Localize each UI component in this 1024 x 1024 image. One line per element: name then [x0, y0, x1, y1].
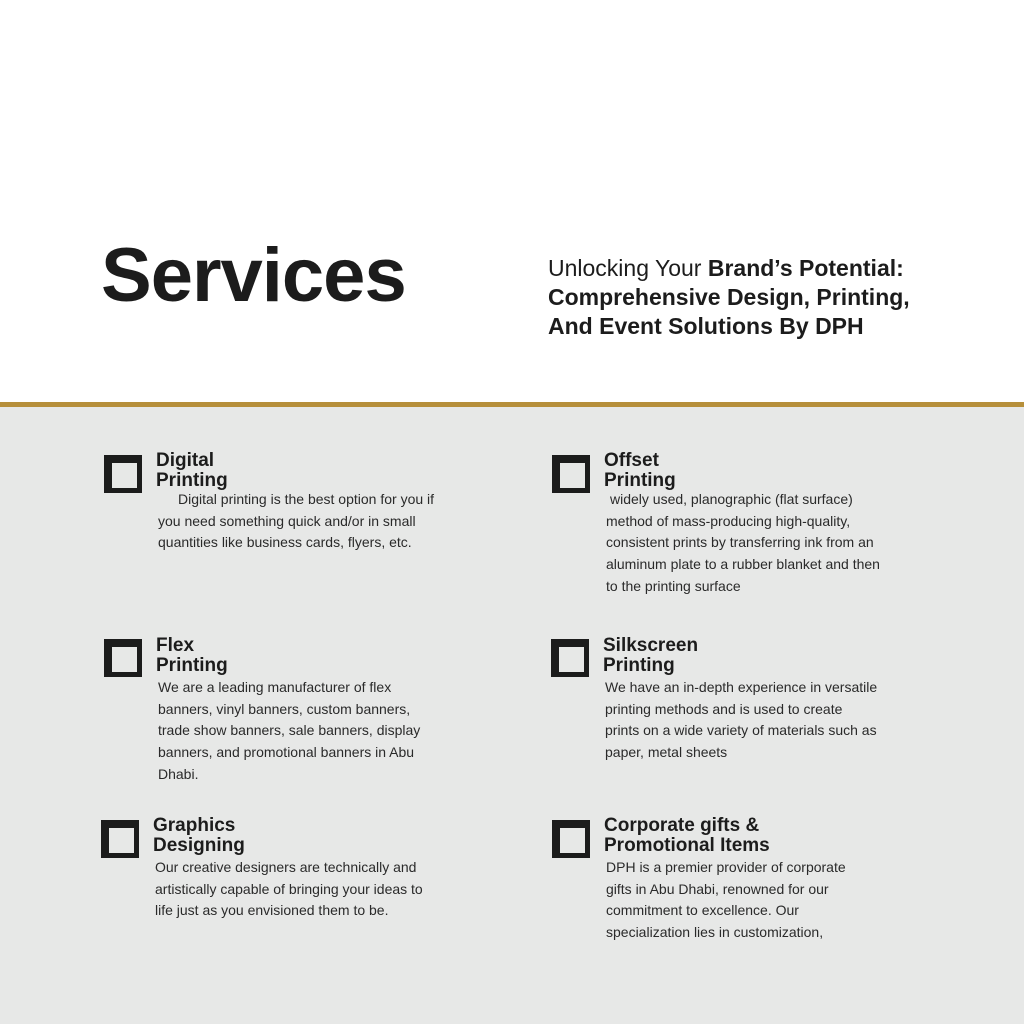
service-name-line-1: Corporate gifts & [604, 815, 760, 836]
square-bracket-icon [551, 639, 589, 677]
tagline-bold-3: And Event Solutions By DPH [548, 313, 864, 339]
service-name [153, 816, 245, 856]
tagline-bold-2: Comprehensive Design, Printing, [548, 284, 910, 310]
service-name [156, 451, 228, 491]
service-description: Digital printing is the best option for you if you need something quick and/or in small quantities like business cards, flyers, etc. [158, 491, 435, 551]
service-name-line-1: Graphics [153, 815, 236, 836]
service-name [156, 636, 228, 676]
service-name [604, 451, 676, 491]
service-description: We have an in-depth experience in versatile printing methods and is used to create prints on a wide variety of materials such as paper, metal sheets [605, 679, 878, 761]
square-bracket-icon [104, 639, 142, 677]
square-bracket-icon [552, 820, 590, 858]
hero-section [0, 0, 1024, 402]
service-name [603, 636, 698, 676]
services-content [0, 407, 1024, 1024]
service-description: DPH is a premier provider of corporate gifts in Abu Dhabi, renowned for our commitment to excellence. Our specialization lies in customization, [606, 859, 846, 941]
service-description: We are a leading manufacturer of flex banners, vinyl banners, custom banners, trade show banners, sale banners, display banners, and promotional banners in Abu Dhabi. [158, 679, 421, 782]
service-name-line-2: Printing [604, 470, 676, 491]
tagline-light: Unlocking Your [548, 255, 708, 281]
service-description: widely used, planographic (flat surface) method of mass-producing high-quality, consistent prints by transferring ink from an aluminum plate to a rubber blanket and then to the printing surface [606, 491, 880, 594]
service-name-line-1: Flex [156, 635, 195, 656]
service-name-line-1: Digital [156, 450, 215, 471]
service-name-line-1: Silkscreen [603, 635, 699, 656]
page-title: Services [101, 233, 406, 318]
service-description: Our creative designers are technically and artistically capable of bringing your ideas to life just as you envisioned them to be. [155, 859, 423, 919]
service-name-line-2: Promotional Items [604, 835, 770, 856]
tagline-bold-1: Brand’s Potential: [707, 255, 904, 281]
service-name-line-2: Printing [603, 655, 675, 676]
service-name [604, 816, 770, 856]
square-bracket-icon [104, 455, 142, 493]
service-name-line-1: Offset [604, 450, 659, 471]
tagline [548, 254, 1008, 341]
service-name-line-2: Printing [156, 470, 228, 491]
service-name-line-2: Designing [153, 835, 245, 856]
square-bracket-icon [552, 455, 590, 493]
service-name-line-2: Printing [156, 655, 228, 676]
square-bracket-icon [101, 820, 139, 858]
